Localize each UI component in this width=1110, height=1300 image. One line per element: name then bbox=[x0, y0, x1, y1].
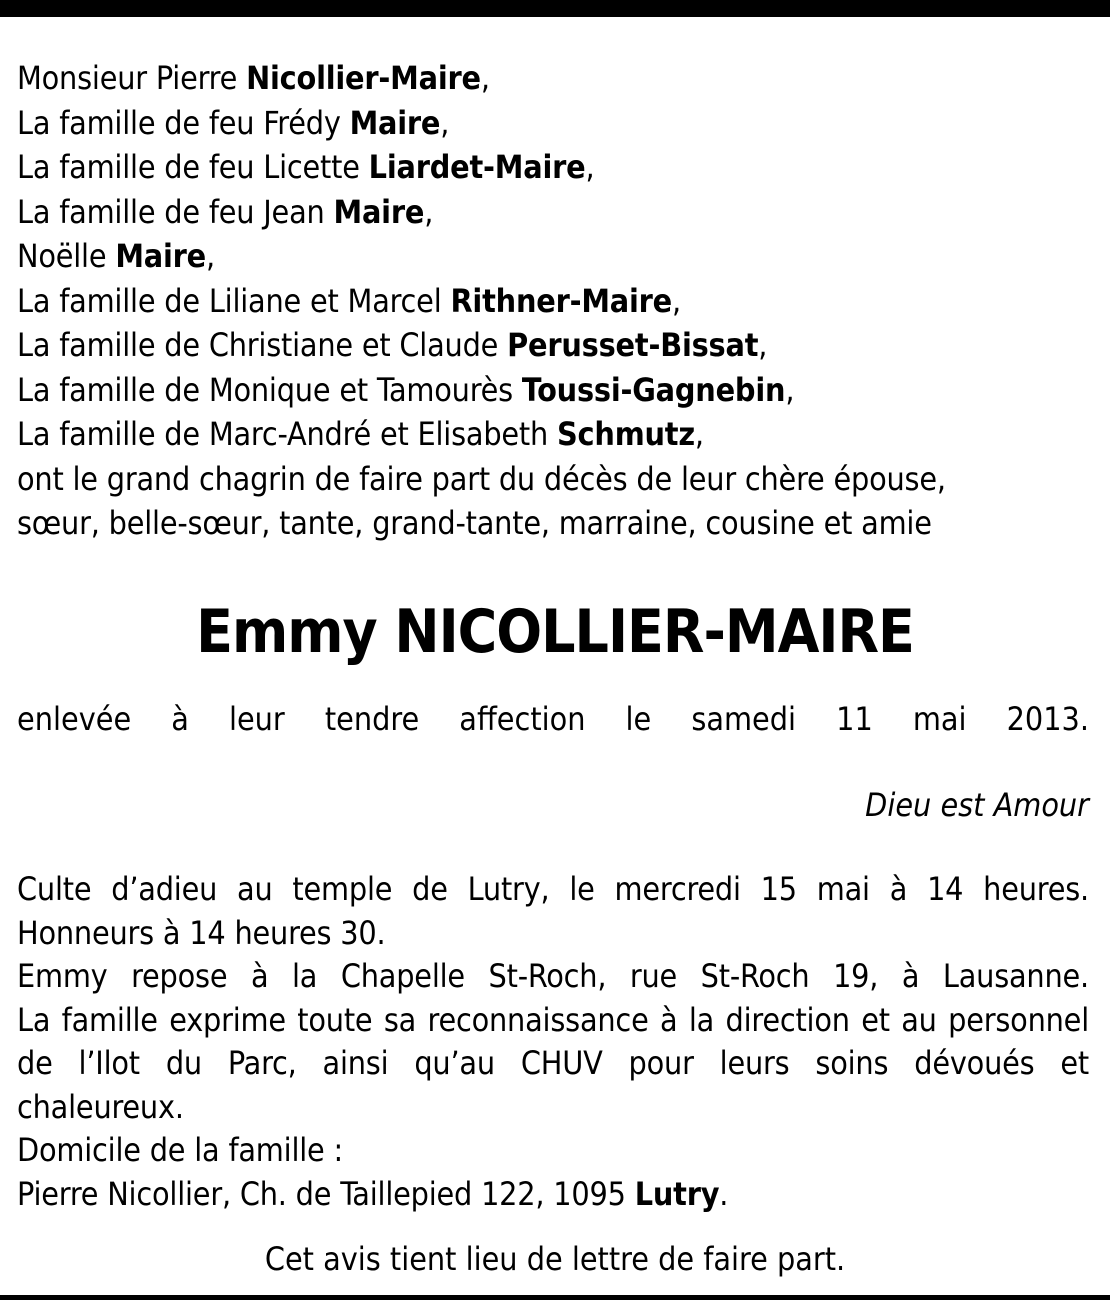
repose-line: Emmy repose à la Chapelle St-Roch, rue St-Roch 19, à Lausanne. bbox=[17, 957, 1089, 995]
thanks-line-3: chaleureux. bbox=[17, 1087, 184, 1126]
family-address bbox=[17, 1173, 1089, 1217]
family-line bbox=[17, 323, 1089, 368]
family-line-suffix: , bbox=[440, 103, 450, 142]
family-line-suffix: , bbox=[758, 326, 768, 364]
family-line bbox=[17, 145, 1089, 190]
family-name: Maire bbox=[333, 192, 425, 231]
family-line-suffix: , bbox=[480, 59, 490, 97]
domicile-label: Domicile de la famille : bbox=[17, 1131, 344, 1169]
family-line-prefix: La famille de Liliane et Marcel bbox=[17, 281, 451, 320]
deceased-name: Emmy NICOLLIER-MAIRE bbox=[196, 597, 914, 667]
family-name: Maire bbox=[115, 237, 207, 275]
family-name: Perusset-Bissat bbox=[507, 326, 759, 364]
verse: Dieu est Amour bbox=[865, 786, 1089, 824]
obituary-notice bbox=[17, 56, 1089, 546]
family-line-prefix: La famille de feu Licette bbox=[17, 148, 369, 186]
family-list bbox=[17, 56, 1089, 457]
announcement-line-2: sœur, belle-sœur, tante, grand-tante, marraine, cousine et amie bbox=[17, 504, 932, 542]
family-name: Maire bbox=[349, 103, 441, 142]
family-line-suffix: , bbox=[672, 281, 681, 320]
family-name: Toussi-Gagnebin bbox=[521, 370, 786, 409]
family-line-prefix: La famille de feu Frédy bbox=[17, 103, 350, 142]
address-town: Lutry bbox=[634, 1174, 720, 1213]
family-line bbox=[17, 412, 1089, 457]
family-line-prefix: La famille de Christiane et Claude bbox=[17, 326, 508, 364]
thanks-line-2: de l’Ilot du Parc, ainsi qu’au CHUV pour leurs soins dévoués et bbox=[17, 1044, 1089, 1082]
family-line-prefix: Monsieur Pierre bbox=[17, 59, 247, 97]
address-suffix: . bbox=[719, 1174, 729, 1213]
bottom-border-rule bbox=[0, 1295, 1110, 1300]
top-border-rule bbox=[0, 0, 1110, 17]
announcement-line-1: ont le grand chagrin de faire part du décès de leur chère épouse, bbox=[17, 459, 946, 498]
thanks-line-1: La famille exprime toute sa reconnaissance à la direction et au personnel bbox=[17, 1000, 1089, 1039]
family-line-prefix: La famille de feu Jean bbox=[17, 192, 334, 231]
family-line-suffix: , bbox=[785, 370, 795, 409]
family-line-suffix: , bbox=[424, 192, 434, 231]
family-line bbox=[17, 234, 1089, 279]
family-line-suffix: , bbox=[206, 237, 215, 275]
closing-note: Cet avis tient lieu de lettre de faire part. bbox=[264, 1240, 846, 1278]
family-name: Liardet-Maire bbox=[368, 148, 586, 186]
family-line-suffix: , bbox=[585, 148, 595, 186]
family-name: Nicollier-Maire bbox=[246, 59, 481, 97]
taken-line: enlevée à leur tendre affection le samedi 11 mai 2013. bbox=[17, 700, 1089, 738]
family-line-suffix: , bbox=[694, 415, 704, 453]
family-line-prefix: La famille de Marc-André et Elisabeth bbox=[17, 415, 557, 453]
family-line-prefix: Noëlle bbox=[17, 237, 116, 275]
family-line bbox=[17, 56, 1089, 101]
service-line: Culte d’adieu au temple de Lutry, le mercredi 15 mai à 14 heures. bbox=[17, 870, 1089, 908]
family-line bbox=[17, 279, 1089, 324]
family-line bbox=[17, 101, 1089, 146]
address-prefix: Pierre Nicollier, Ch. de Taillepied 122, 1095 bbox=[17, 1174, 635, 1213]
honours-line: Honneurs à 14 heures 30. bbox=[17, 913, 386, 952]
family-name: Rithner-Maire bbox=[450, 281, 673, 320]
service-details bbox=[17, 868, 1089, 1216]
family-name: Schmutz bbox=[557, 415, 695, 453]
family-line bbox=[17, 190, 1089, 235]
family-line-prefix: La famille de Monique et Tamourès bbox=[17, 370, 522, 409]
family-line bbox=[17, 368, 1089, 413]
